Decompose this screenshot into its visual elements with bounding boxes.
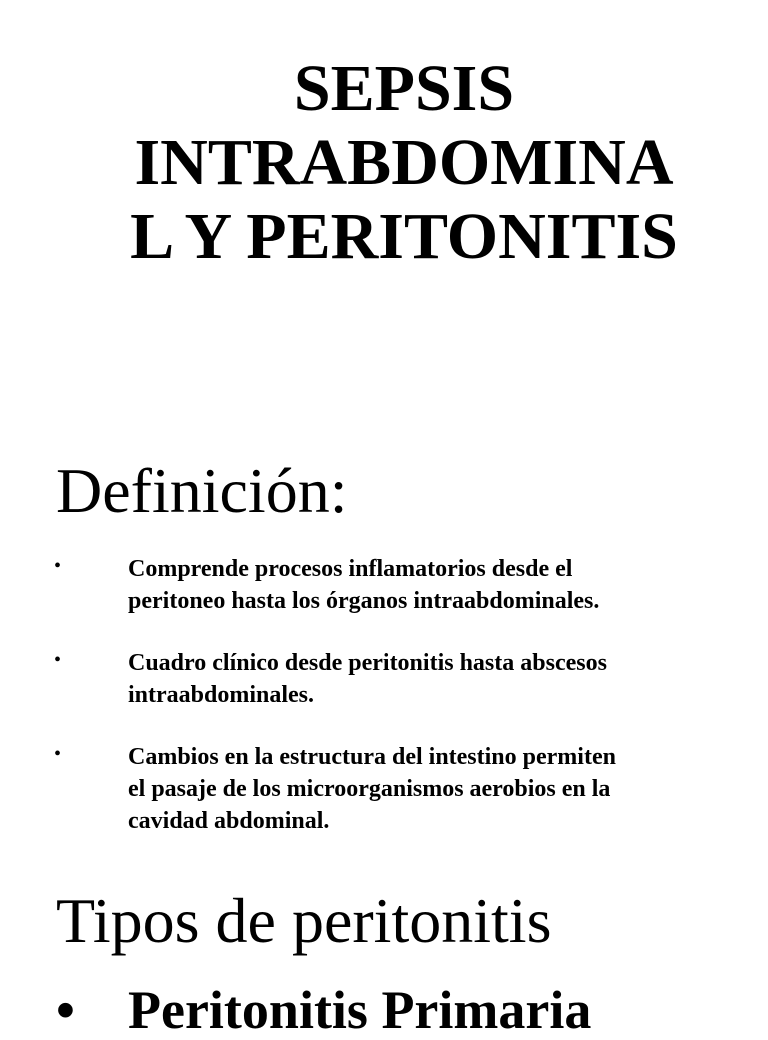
list-item-line: Comprende procesos inflamatorios desde el	[128, 556, 573, 582]
title-line: SEPSIS	[293, 52, 515, 125]
title-line: L Y PERITONITIS	[130, 200, 678, 273]
definition-list	[0, 553, 768, 867]
section-heading-tipos: Tipos de peritonitis	[56, 885, 552, 956]
list-item-line: peritoneo hasta los órganos intraabdominales.	[128, 588, 600, 614]
bullet-icon: •	[54, 649, 62, 671]
section-heading-definicion: Definición:	[56, 455, 348, 526]
list-item-line: Cuadro clínico desde peritonitis hasta abscesos	[128, 650, 607, 676]
list-item	[0, 647, 768, 711]
list-item	[0, 741, 768, 837]
list-item-label: Peritonitis Primaria	[128, 980, 592, 1040]
document-title	[80, 52, 728, 274]
bullet-icon: •	[54, 743, 62, 765]
title-line: INTRABDOMINA	[134, 126, 674, 199]
bullet-icon: •	[54, 555, 62, 577]
bullet-icon: •	[56, 980, 75, 1040]
list-item-line: intraabdominales.	[128, 682, 315, 708]
list-item	[0, 553, 768, 617]
list-item-line: cavidad abdominal.	[128, 808, 330, 834]
list-item-line: el pasaje de los microorganismos aerobios en la	[128, 776, 611, 802]
list-item-line: Cambios en la estructura del intestino permiten	[128, 744, 616, 770]
